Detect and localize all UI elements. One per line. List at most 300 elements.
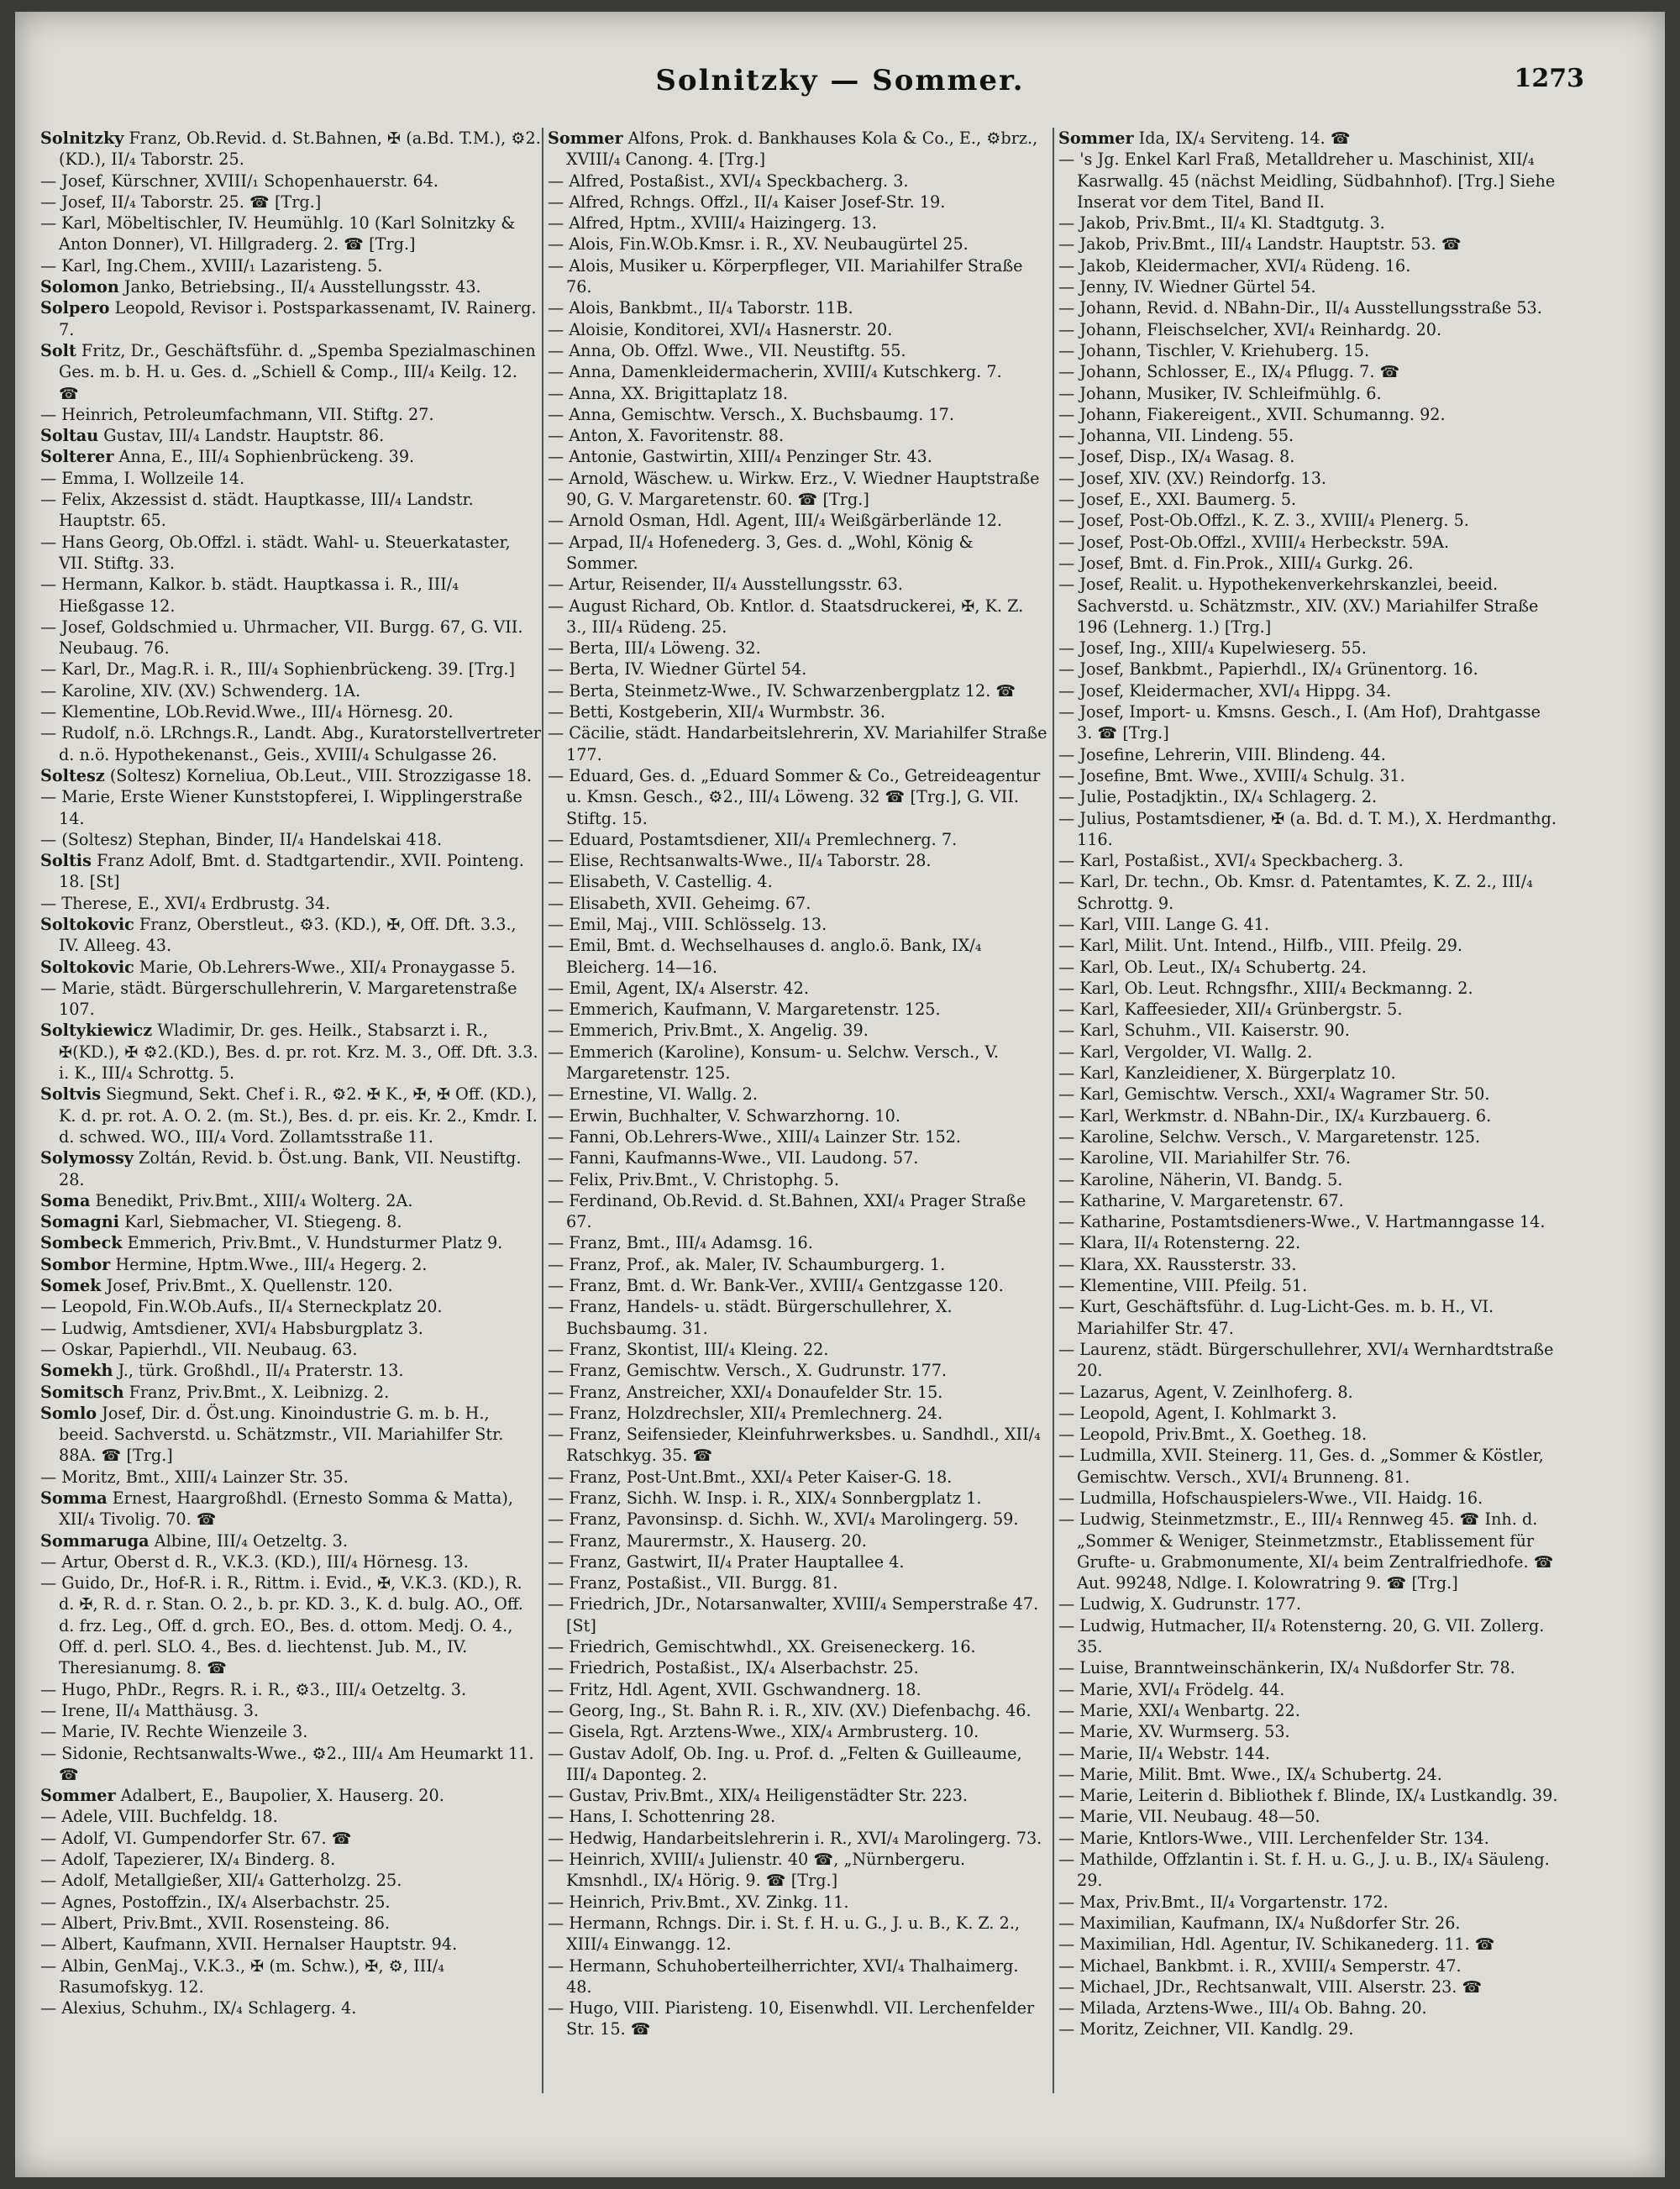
directory-entry: [1058, 1657, 1559, 1678]
entry-text: — Josef, XIV. (XV.) Reindorfg. 13.: [1058, 468, 1327, 488]
entry-text: — Albert, Kaufmann, XVII. Hernalser Hauptstr. 94.: [40, 1934, 458, 1955]
entry-text: — Ernestine, VI. Wallg. 2.: [548, 1084, 758, 1105]
entry-text: — Eduard, Ges. d. „Eduard Sommer & Co., Getreideagentur u. Kmsn. Gesch., ⚙2., III/₄ Löweng. 32 ☎ [Trg.], G. VII. Stiftg. 15.: [548, 765, 1041, 828]
entry-text: — Karl, VIII. Lange G. 41.: [1058, 914, 1269, 934]
directory-entry: [40, 829, 541, 850]
directory-entry: [548, 1169, 1048, 1190]
entry-text: — Klementine, VIII. Pfeilg. 51.: [1058, 1276, 1308, 1296]
entry-text: — Hans Georg, Ob.Offzl. i. städt. Wahl- u. Steuerkataster, VII. Stiftg. 33.: [40, 532, 511, 573]
entry-text: — Leopold, Agent, I. Kohlmarkt 3.: [1058, 1403, 1337, 1423]
entry-text: — Franz, Postaßist., VII. Burgg. 81.: [548, 1573, 838, 1593]
entry-text: — Alfred, Hptm., XVIII/₄ Haizingerg. 13.: [548, 213, 877, 234]
directory-entry: [1058, 340, 1559, 361]
entry-text: — Marie, Kntlors-Wwe., VIII. Lerchenfelder Str. 134.: [1058, 1828, 1489, 1848]
entry-text: — Josef, Kleidermacher, XVI/₄ Hippg. 34.: [1058, 680, 1392, 701]
directory-entry: [548, 234, 1048, 255]
entry-text: — Alois, Bankbmt., II/₄ Taborstr. 11B.: [548, 298, 853, 318]
directory-entry: [40, 1892, 541, 1913]
directory-entry: [548, 1042, 1048, 1084]
directory-entry: [40, 1254, 541, 1275]
directory-entry: [1058, 808, 1559, 851]
directory-entry: [40, 765, 541, 786]
entry-text: — Emil, Bmt. d. Wechselhauses d. anglo.ö. Bank, IX/₄ Bleicherg. 14—16.: [548, 936, 982, 977]
entry-text: — Michael, JDr., Rechtsanwalt, VIII. Alserstr. 23. ☎: [1058, 1976, 1483, 1997]
entry-text: — Moritz, Bmt., XIII/₄ Lainzer Str. 35.: [40, 1467, 349, 1487]
entry-text: Albine, III/₄ Oetzeltg. 3.: [149, 1530, 348, 1551]
entry-text: — Friedrich, Gemischtwhdl., XX. Greiseneckerg. 16.: [548, 1637, 976, 1657]
entry-text: — Emma, I. Wollzeile 14.: [40, 468, 245, 488]
entry-text: — Karl, Dr., Mag.R. i. R., III/₄ Sophienbrückeng. 39. [Trg.]: [40, 659, 515, 680]
entry-text: — Felix, Priv.Bmt., V. Christophg. 5.: [548, 1169, 839, 1189]
directory-entry: [40, 1721, 541, 1742]
entry-text: — Karl, Ob. Leut., IX/₄ Schubertg. 24.: [1058, 957, 1367, 977]
directory-entry: [40, 532, 541, 575]
directory-entry: [1058, 489, 1559, 510]
directory-entry: [40, 1211, 541, 1232]
directory-entry: [40, 1530, 541, 1551]
entry-text: — Franz, Seifensieder, Kleinfuhrwerksbes. u. Sandhdl., XII/₄ Ratschkyg. 35. ☎: [548, 1425, 1041, 1466]
entry-text: — Fanni, Ob.Lehrers-Wwe., XIII/₄ Lainzer Str. 152.: [548, 1126, 962, 1147]
directory-entry: [40, 786, 541, 829]
entry-text: Emmerich, Priv.Bmt., V. Hundsturmer Platz 9.: [122, 1233, 503, 1253]
directory-entry: [40, 425, 541, 446]
entry-text: — Oskar, Papierhdl., VII. Neubaug. 63.: [40, 1339, 358, 1359]
entry-text: — Max, Priv.Bmt., II/₄ Vorgartenstr. 172.: [1058, 1892, 1389, 1912]
directory-entry: [40, 659, 541, 680]
directory-entry: [40, 446, 541, 467]
entry-text: — Marie, Leiterin d. Bibliothek f. Blinde, IX/₄ Lustkandlg. 39.: [1058, 1786, 1558, 1806]
entry-text: — (Soltesz) Stephan, Binder, II/₄ Handelskai 418.: [40, 829, 443, 849]
entry-text: — Milada, Arztens-Wwe., III/₄ Ob. Bahng. 20.: [1058, 1998, 1427, 2018]
directory-entry: [1058, 871, 1559, 914]
directory-entry: [1058, 1721, 1559, 1742]
entry-text: — Emmerich, Priv.Bmt., X. Angelig. 39.: [548, 1021, 869, 1041]
entry-text: — Marie, Erste Wiener Kunststopferei, I. Wipplingerstraße 14.: [40, 787, 522, 828]
entry-text: — Emmerich, Kaufmann, V. Margaretenstr. 125.: [548, 1000, 941, 1020]
entry-text: Siegmund, Sekt. Chef i. R., ⚙2. ✠ K., ✠, ✠ Off. (KD.), K. d. pr. rot. A. O. 2. (m. St.), Bes. d. pr. eis. Kr. 2., Kmdr. I. d. schwed. WO., III/₄ Vord. Zollamtsstraße 11.: [59, 1084, 538, 1147]
entry-text: — August Richard, Ob. Kntlor. d. Staatsdruckerei, ✠, K. Z. 3., III/₄ Rüdeng. 25.: [548, 596, 1024, 637]
entry-text: — Heinrich, XVIII/₄ Julienstr. 40 ☎, „Nürnbergeru. Kmsnhdl., IX/₄ Hörig. 9. ☎ [Trg.]: [548, 1850, 966, 1891]
directory-entry: [548, 532, 1048, 575]
entry-text: — Franz, Maurermstr., X. Hauserg. 20.: [548, 1530, 867, 1551]
directory-entry: [40, 722, 541, 765]
directory-entry: [548, 1657, 1048, 1678]
directory-entry: [548, 1955, 1048, 1998]
directory-entry: [1058, 659, 1559, 680]
entry-text: — Fanni, Kaufmanns-Wwe., VII. Laudong. 57.: [548, 1148, 919, 1168]
entry-text: — Alois, Musiker u. Körperpfleger, VII. Mariahilfer Straße 76.: [548, 255, 1023, 297]
directory-entry: [1058, 553, 1559, 574]
directory-entry: [40, 1743, 541, 1786]
directory-entry: [548, 1636, 1048, 1657]
directory-entry: [40, 1488, 541, 1530]
entry-surname: Sommer: [548, 129, 623, 148]
entry-text: — Josef, Bankbmt., Papierhdl., IX/₄ Grünentorg. 16.: [1058, 659, 1478, 680]
directory-entry: [548, 893, 1048, 914]
entry-text: — Maximilian, Kaufmann, IX/₄ Nußdorfer Str. 26.: [1058, 1913, 1461, 1933]
directory-entry: [40, 1296, 541, 1317]
entry-text: — Georg, Ing., St. Bahn R. i. R., XIV. (XV.) Diefenbachg. 46.: [548, 1700, 1032, 1720]
directory-entry: [1058, 383, 1559, 404]
directory-entry: [548, 1785, 1048, 1806]
entry-text: — Johann, Tischler, V. Kriehuberg. 15.: [1058, 340, 1370, 360]
directory-entry: [548, 659, 1048, 680]
directory-entry: [548, 1020, 1048, 1041]
entry-surname: Soma: [40, 1190, 91, 1210]
directory-entry: [40, 574, 541, 617]
directory-entry: [40, 1467, 541, 1488]
directory-entry: [548, 1424, 1048, 1467]
entry-text: — Josef, Import- u. Kmsns. Gesch., I. (Am Hof), Drahtgasse 3. ☎ [Trg.]: [1058, 702, 1541, 743]
directory-entry: [548, 765, 1048, 829]
entry-text: — Karoline, XIV. (XV.) Schwenderg. 1A.: [40, 680, 361, 701]
entry-text: — Anna, Gemischtw. Versch., X. Buchsbaumg. 17.: [548, 404, 954, 424]
entry-text: — Karl, Gemischtw. Versch., XXI/₄ Wagramer Str. 50.: [1058, 1084, 1490, 1105]
entry-text: — Franz, Gemischtw. Versch., X. Gudrunstr. 177.: [548, 1361, 948, 1381]
entry-text: — Adolf, Tapezierer, IX/₄ Binderg. 8.: [40, 1850, 336, 1870]
directory-entry: [1058, 1764, 1559, 1785]
page-title: Solnitzky — Sommer.: [655, 64, 1025, 97]
directory-entry: [1058, 1254, 1559, 1275]
directory-entry: [1058, 1785, 1559, 1806]
entry-text: — Josefine, Lehrerin, VIII. Blindeng. 44.: [1058, 744, 1386, 764]
directory-entry: [548, 1530, 1048, 1551]
directory-entry: [40, 1997, 541, 2018]
entry-text: — Hedwig, Handarbeitslehrerin i. R., XVI/₄ Marolingerg. 73.: [548, 1828, 1042, 1848]
directory-entry: [40, 1232, 541, 1253]
entry-text: — Johann, Schlosser, E., IX/₄ Pflugg. 7. ☎: [1058, 362, 1400, 382]
entry-text: — Emmerich (Karoline), Konsum- u. Selchw. Versch., V. Margaretenstr. 125.: [548, 1042, 1000, 1084]
entry-text: Zoltán, Revid. b. Öst.ung. Bank, VII. Neustiftg. 28.: [59, 1148, 522, 1189]
entry-text: — Marie, IV. Rechte Wienzeile 3.: [40, 1722, 308, 1742]
directory-entry: [40, 213, 541, 255]
directory-entry: [40, 404, 541, 425]
entry-text: — Katharine, Postamtsdieners-Wwe., V. Hartmanngasse 14.: [1058, 1212, 1546, 1232]
directory-entry: [40, 128, 541, 171]
directory-entry: [1058, 149, 1559, 213]
directory-entry: [548, 1296, 1048, 1339]
entry-text: — Fritz, Hdl. Agent, XVII. Gschwandnerg. 18.: [548, 1679, 921, 1699]
entry-text: — Artur, Reisender, II/₄ Ausstellungsstr. 63.: [548, 575, 903, 595]
directory-entry: [548, 1467, 1048, 1488]
directory-entry: [1058, 1275, 1559, 1296]
entry-text: — Karl, Kanzleidiener, X. Bürgerplatz 10.: [1058, 1063, 1396, 1084]
entry-text: — Karl, Dr. techn., Ob. Kmsr. d. Patentamtes, K. Z. 2., III/₄ Schrottg. 9.: [1058, 872, 1533, 913]
directory-entry: [40, 1147, 541, 1190]
directory-entry: [1058, 1084, 1559, 1105]
entry-text: — Laurenz, städt. Bürgerschullehrer, XVI/₄ Wernhardtstraße 20.: [1058, 1339, 1554, 1381]
directory-entry: [1058, 744, 1559, 765]
entry-text: — Franz, Handels- u. städt. Bürgerschullehrer, X. Buchsbaumg. 31.: [548, 1297, 953, 1338]
directory-entry: [1058, 1063, 1559, 1084]
page-number: 1273: [1514, 64, 1584, 93]
directory-entry: [40, 1934, 541, 1955]
directory-entry: [40, 914, 541, 957]
page-header: [15, 64, 1665, 114]
entry-text: — Franz, Anstreicher, XXI/₄ Donaufelder Str. 15.: [548, 1382, 943, 1402]
entry-text: — Alfred, Postaßist., XVI/₄ Speckbacherg. 3.: [548, 171, 909, 191]
column-divider: [542, 128, 543, 2093]
entry-text: — Klara, II/₄ Rotensterng. 22.: [1058, 1233, 1301, 1253]
directory-entry: [40, 701, 541, 722]
directory-entry: [548, 1232, 1048, 1253]
entry-text: — Guido, Dr., Hof-R. i. R., Rittm. i. Evid., ✠, V.K.3. (KD.), R. d. ✠, R. d. r. Stan. O. 2., b. pr. KD. 3., K. d. bulg. AO., Off. d. frz. Leg., Off. d. grch. EO., Bes. d. ottom. Medj. O. 4., Off. d. perl. SLO. 4., Bes. d. liechtenst. Jub. M., IV. Theresianumg. 8. ☎: [40, 1573, 523, 1678]
directory-entry: [40, 340, 541, 404]
entry-text: — Franz, Post-Unt.Bmt., XXI/₄ Peter Kaiser-G. 18.: [548, 1467, 953, 1487]
directory-entry: [548, 255, 1048, 298]
directory-entry: [1058, 361, 1559, 382]
entry-text: — Josef, II/₄ Taborstr. 25. ☎ [Trg.]: [40, 192, 322, 212]
directory-entry: [1058, 1913, 1559, 1934]
directory-entry: [548, 1913, 1048, 1955]
directory-entry: [548, 1275, 1048, 1296]
directory-entry: [548, 914, 1048, 935]
entry-text: — Elisabeth, V. Castellig. 4.: [548, 872, 773, 892]
entry-text: — Hermann, Kalkor. b. städt. Hauptkassa i. R., III/₄ Hießgasse 12.: [40, 575, 459, 616]
directory-entry: [548, 1806, 1048, 1827]
directory-entry: [1058, 1169, 1559, 1190]
directory-entry: [1058, 1679, 1559, 1700]
entry-text: — Marie, XV. Wurmserg. 53.: [1058, 1722, 1290, 1742]
entry-text: Josef, Dir. d. Öst.ung. Kinoindustrie G. m. b. H., beeid. Sachverstd. u. Schätzmstr., VII. Mariahilfer Str. 88A. ☎ [Trg.]: [59, 1403, 504, 1466]
directory-entry: [548, 1360, 1048, 1381]
entry-text: — Marie, städt. Bürgerschullehrerin, V. Margaretenstraße 107.: [40, 978, 517, 1020]
entry-text: Karl, Siebmacher, VI. Stiegeng. 8.: [119, 1212, 402, 1232]
entry-text: — Franz, Holzdrechsler, XII/₄ Premlechnerg. 24.: [548, 1403, 943, 1423]
directory-entry: [1058, 914, 1559, 935]
directory-entry: [1058, 1955, 1559, 1976]
entry-text: — 's Jg. Enkel Karl Fraß, Metalldreher u. Maschinist, XII/₄ Kasrwallg. 45 (nächst Meidling, Südbahnhof). [Trg.] Siehe Inserat vor dem Titel, Band II.: [1058, 150, 1556, 212]
entry-surname: Solnitzky: [40, 129, 124, 148]
directory-entry: [1058, 1445, 1559, 1488]
entry-surname: Soltvis: [40, 1084, 102, 1105]
directory-entry: [40, 1318, 541, 1339]
entry-text: — Friedrich, Postaßist., IX/₄ Alserbachstr. 25.: [548, 1658, 919, 1678]
entry-text: — Franz, Pavonsinsp. d. Sichh. W., XVI/₄ Marolingerg. 59.: [548, 1509, 1019, 1530]
directory-entry: [1058, 1806, 1559, 1827]
directory-entry: [1058, 1105, 1559, 1126]
directory-entry: [548, 1339, 1048, 1360]
entry-text: — Josefine, Bmt. Wwe., XVIII/₄ Schulg. 31.: [1058, 765, 1405, 785]
directory-entry: [548, 510, 1048, 531]
entry-text: — Karl, Werkmstr. d. NBahn-Dir., IX/₄ Kurzbauerg. 6.: [1058, 1105, 1492, 1126]
entry-text: — Josef, Bmt. d. Fin.Prok., XIII/₄ Gurkg. 26.: [1058, 553, 1414, 573]
entry-text: — Karl, Ing.Chem., XVIII/₁ Lazaristeng. 5.: [40, 255, 383, 276]
entry-text: — Josef, Realit. u. Hypothekenverkehrskanzlei, beeid. Sachverstd. u. Schätzmstr., XIV. (XV.) Mariahilfer Straße 196 (Lehnerg. 1.) [Trg.]: [1058, 575, 1539, 637]
directory-entry: [40, 1955, 541, 1998]
entry-surname: Sommer: [1058, 129, 1134, 148]
entry-text: — Franz, Sichh. W. Insp. i. R., XIX/₄ Sonnbergplatz 1.: [548, 1488, 982, 1508]
directory-entry: [1058, 446, 1559, 467]
entry-text: — Anna, Ob. Offzl. Wwe., VII. Neustiftg. 55.: [548, 340, 906, 360]
entry-surname: Soltis: [40, 851, 92, 871]
entry-text: — Josef, E., XXI. Baumerg. 5.: [1058, 490, 1297, 510]
entry-text: — Adele, VIII. Buchfeldg. 18.: [40, 1807, 278, 1827]
entry-surname: Somek: [40, 1276, 102, 1296]
directory-entry: [40, 850, 541, 893]
entry-text: — Michael, Bankbmt. i. R., XVIII/₄ Semperstr. 47.: [1058, 1955, 1462, 1976]
directory-entry: [40, 468, 541, 489]
entry-text: — Marie, XVI/₄ Frödelg. 44.: [1058, 1679, 1285, 1699]
directory-entry: [1058, 850, 1559, 871]
entry-surname: Soltykiewicz: [40, 1021, 153, 1041]
directory-entry: [548, 383, 1048, 404]
directory-entry: [1058, 1339, 1559, 1382]
entry-text: — Marie, VII. Neubaug. 48—50.: [1058, 1807, 1320, 1827]
directory-entry: [40, 1339, 541, 1360]
entry-text: — Katharine, V. Margaretenstr. 67.: [1058, 1190, 1344, 1210]
directory-entry: [548, 1551, 1048, 1572]
directory-entry: [1058, 1700, 1559, 1721]
entry-text: Franz, Priv.Bmt., X. Leibnizg. 2.: [123, 1382, 390, 1402]
directory-entry: [40, 680, 541, 701]
entry-text: — Karoline, Selchw. Versch., V. Margaretenstr. 125.: [1058, 1126, 1481, 1147]
directory-entry: [1058, 1424, 1559, 1445]
directory-entry: [548, 1382, 1048, 1403]
directory-entry: [1058, 1615, 1559, 1658]
directory-entry: [548, 1721, 1048, 1742]
entry-text: — Jakob, Kleidermacher, XVI/₄ Rüdeng. 16.: [1058, 255, 1411, 276]
entry-text: — Johann, Musiker, IV. Schleifmühlg. 6.: [1058, 383, 1382, 403]
directory-entry: [548, 404, 1048, 425]
directory-entry: [1058, 1403, 1559, 1424]
directory-entry: [1058, 765, 1559, 786]
directory-entry: [548, 1828, 1048, 1849]
directory-entry: [548, 1254, 1048, 1275]
entry-text: — Anna, XX. Brigittaplatz 18.: [548, 383, 788, 403]
directory-entry: [548, 319, 1048, 340]
directory-entry: [1058, 319, 1559, 340]
directory-entry: [40, 1913, 541, 1934]
entry-text: Janko, Betriebsing., II/₄ Ausstellungsstr. 43.: [118, 277, 481, 297]
directory-entry: [1058, 786, 1559, 807]
entry-text: — Maximilian, Hdl. Agentur, IV. Schikanederg. 11. ☎: [1058, 1934, 1495, 1955]
directory-entry: [1058, 957, 1559, 978]
entry-text: Leopold, Revisor i. Postsparkassenamt, IV. Rainerg. 7.: [59, 298, 537, 339]
directory-entry: [548, 1190, 1048, 1233]
directory-entry: [40, 297, 541, 340]
entry-text: — Alexius, Schuhm., IX/₄ Schlagerg. 4.: [40, 1998, 357, 2018]
entry-text: — Ferdinand, Ob.Revid. d. St.Bahnen, XXI/₄ Prager Straße 67.: [548, 1190, 1026, 1232]
entry-text: — Franz, Bmt. d. Wr. Bank-Ver., XVIII/₄ Gentzgasse 120.: [548, 1276, 1004, 1296]
directory-entry: [548, 1743, 1048, 1786]
entry-text: — Jakob, Priv.Bmt., III/₄ Landstr. Hauptstr. 53. ☎: [1058, 234, 1462, 255]
entry-text: (Soltesz) Korneliua, Ob.Leut., VIII. Strozzigasse 18.: [104, 765, 532, 785]
entry-text: Benedikt, Priv.Bmt., XIII/₄ Wolterg. 2A.: [90, 1190, 413, 1210]
directory-entry: [1058, 404, 1559, 425]
directory-entry: [40, 1551, 541, 1572]
entry-text: — Albert, Priv.Bmt., XVII. Rosensteing. 86.: [40, 1913, 391, 1933]
directory-page: [15, 12, 1665, 2177]
entry-surname: Somagni: [40, 1212, 120, 1232]
entry-text: — Johanna, VII. Lindeng. 55.: [1058, 426, 1294, 446]
entry-text: — Hugo, PhDr., Regrs. R. i. R., ⚙3., III/₄ Oetzeltg. 3.: [40, 1679, 467, 1699]
entry-text: — Johann, Revid. d. NBahn-Dir., II/₄ Ausstellungsstraße 53.: [1058, 298, 1542, 318]
directory-entry: [548, 468, 1048, 511]
directory-entry: [1058, 510, 1559, 531]
directory-entry: [548, 213, 1048, 234]
entry-text: — Gustav, Priv.Bmt., XIX/₄ Heiligenstädter Str. 223.: [548, 1786, 969, 1806]
entry-surname: Solomon: [40, 277, 119, 297]
entry-surname: Sommer: [40, 1786, 116, 1806]
entry-surname: Somitsch: [40, 1382, 124, 1402]
directory-entry: [40, 617, 541, 659]
entry-text: — Antonie, Gastwirtin, XIII/₄ Penzinger Str. 43.: [548, 447, 932, 467]
entry-text: — Karl, Vergolder, VI. Wallg. 2.: [1058, 1042, 1313, 1062]
directory-entry: [1058, 255, 1559, 276]
entry-text: — Arpad, II/₄ Hofenederg. 3, Ges. d. „Wohl, König & Sommer.: [548, 532, 974, 573]
entry-text: — Josef, Disp., IX/₄ Wasag. 8.: [1058, 447, 1295, 467]
directory-entry: [548, 1849, 1048, 1892]
directory-entry: [548, 1105, 1048, 1126]
entry-text: — Leopold, Priv.Bmt., X. Goetheg. 18.: [1058, 1425, 1368, 1445]
directory-entry: [548, 297, 1048, 318]
directory-entry: [40, 489, 541, 532]
entry-text: — Ludmilla, Hofschauspielers-Wwe., VII. Haidg. 16.: [1058, 1488, 1483, 1508]
entry-text: — Karoline, VII. Mariahilfer Str. 76.: [1058, 1148, 1352, 1168]
directory-entry: [1058, 574, 1559, 638]
entry-text: — Franz, Skontist, III/₄ Kleing. 22.: [548, 1339, 829, 1359]
entry-text: — Berta, III/₄ Löweng. 32.: [548, 638, 761, 659]
entry-surname: Sombeck: [40, 1233, 123, 1253]
entry-text: — Arnold Osman, Hdl. Agent, III/₄ Weißgärberlände 12.: [548, 511, 1002, 531]
entry-text: — Ludwig, Amtsdiener, XVI/₄ Habsburgplatz 3.: [40, 1318, 423, 1338]
column-middle: [548, 128, 1048, 2110]
directory-entry: [40, 276, 541, 297]
entry-text: — Marie, Milit. Bmt. Wwe., IX/₄ Schubertg. 24.: [1058, 1764, 1442, 1784]
directory-entry: [548, 1892, 1048, 1913]
directory-entry: [40, 1806, 541, 1827]
entry-text: — Karl, Möbeltischler, IV. Heumühlg. 10 (Karl Solnitzky & Anton Donner), VI. Hillgraderg. 2. ☎ [Trg.]: [40, 213, 516, 255]
directory-entry: [40, 957, 541, 978]
entry-text: — Kurt, Geschäftsführ. d. Lug-Licht-Ges. m. b. H., VI. Mariahilfer Str. 47.: [1058, 1297, 1494, 1338]
directory-entry: [548, 978, 1048, 999]
directory-entry: [1058, 701, 1559, 744]
directory-entry: [1058, 1147, 1559, 1168]
entry-text: Adalbert, E., Baupolier, X. Hauserg. 20.: [115, 1786, 444, 1806]
directory-entry: [1058, 1042, 1559, 1063]
directory-entry: [548, 128, 1048, 171]
directory-entry: [548, 680, 1048, 701]
entry-text: — Karl, Kaffeesieder, XII/₄ Grünbergstr. 5.: [1058, 1000, 1403, 1020]
entry-text: J., türk. Großhdl., II/₄ Praterstr. 13.: [113, 1361, 404, 1381]
entry-text: — Alfred, Rchngs. Offzl., II/₄ Kaiser Josef-Str. 19.: [548, 192, 946, 212]
entry-text: — Jakob, Priv.Bmt., II/₄ Kl. Stadtgutg. 3.: [1058, 213, 1385, 234]
entry-text: — Leopold, Fin.W.Ob.Aufs., II/₄ Sterneckplatz 20.: [40, 1297, 443, 1317]
entry-text: — Emil, Maj., VIII. Schlösselg. 13.: [548, 914, 827, 934]
directory-entry: [40, 1275, 541, 1296]
entry-text: — Johann, Fleischselcher, XVI/₄ Reinhardg. 20.: [1058, 319, 1442, 339]
entry-text: — Julie, Postadjktin., IX/₄ Schlagerg. 2.: [1058, 787, 1378, 807]
entry-text: Gustav, III/₄ Landstr. Hauptstr. 86.: [98, 426, 385, 446]
directory-entry: [548, 1700, 1048, 1721]
entry-surname: Somlo: [40, 1403, 97, 1423]
entry-text: — Emil, Agent, IX/₄ Alserstr. 42.: [548, 978, 809, 998]
directory-entry: [1058, 213, 1559, 234]
directory-entry: [1058, 1232, 1559, 1253]
entry-text: Marie, Ob.Lehrers-Wwe., XII/₄ Pronaygasse 5.: [134, 957, 516, 977]
directory-entry: [1058, 297, 1559, 318]
directory-entry: [548, 1488, 1048, 1509]
directory-entry: [1058, 1849, 1559, 1892]
entry-text: — Josef, Kürschner, XVIII/₁ Schopenhauerstr. 64.: [40, 171, 439, 191]
directory-entry: [1058, 1509, 1559, 1593]
entry-text: — Klementine, LOb.Revid.Wwe., III/₄ Hörnesg. 20.: [40, 702, 454, 722]
directory-entry: [1058, 468, 1559, 489]
directory-entry: [548, 871, 1048, 892]
directory-entry: [40, 1382, 541, 1403]
entry-text: — Anton, X. Favoritenstr. 88.: [548, 426, 785, 446]
